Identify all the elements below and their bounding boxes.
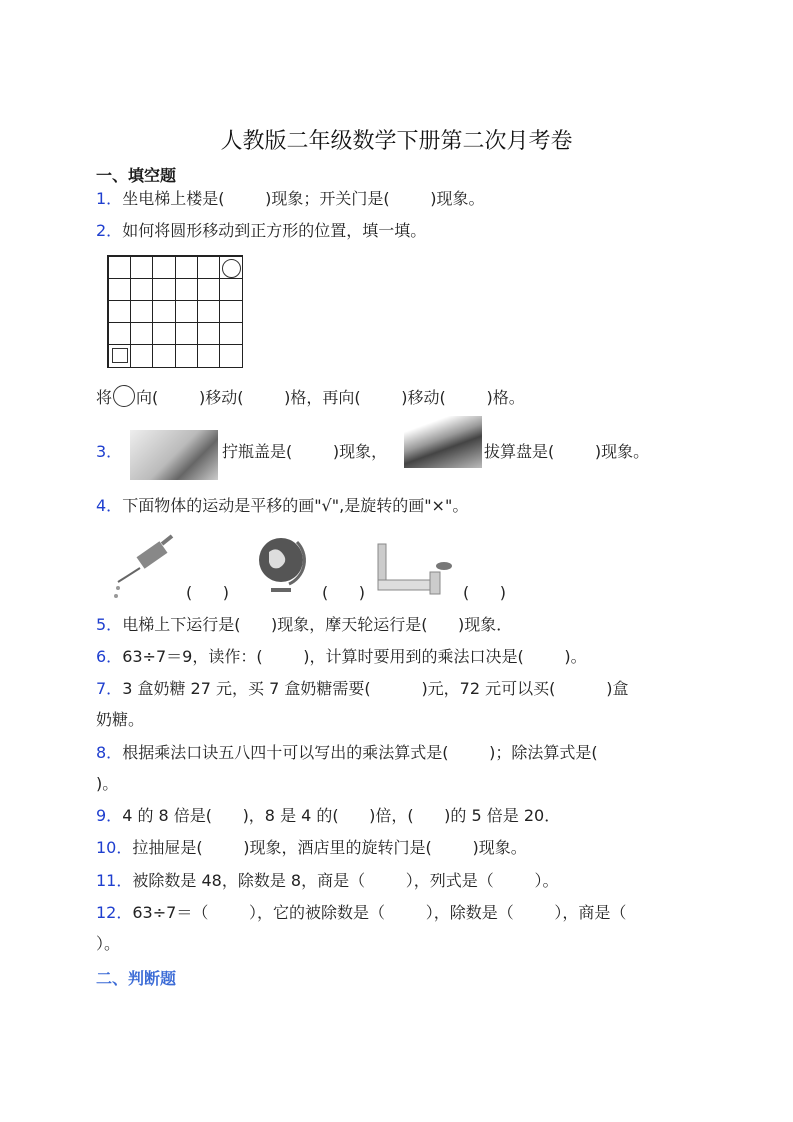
- question-text: 被除数是 48，除数是 8，商是（ ），列式是（ ）。: [132, 871, 559, 890]
- question-number: 1．: [96, 189, 123, 208]
- question-text: 63÷7＝（ ），它的被除数是（ ），除数是（ ），商是（: [132, 903, 627, 922]
- circle-icon: [222, 259, 241, 278]
- answer-blank-1[interactable]: ( ): [186, 583, 229, 602]
- question-number: 10．: [96, 838, 133, 857]
- question-12-continued: ）。: [96, 934, 121, 953]
- question-11: [96, 871, 558, 891]
- question-10: [96, 838, 527, 858]
- movement-grid: [107, 255, 243, 368]
- question-3: [96, 442, 122, 462]
- question-text: 如何将圆形移动到正方形的位置，填一填。: [122, 221, 427, 240]
- abacus-image: [404, 416, 482, 468]
- question-7: [96, 679, 628, 699]
- square-icon: [112, 348, 128, 363]
- question-text: 坐电梯上楼是( )现象；开关门是( )现象。: [122, 189, 485, 208]
- question-12: [96, 903, 626, 923]
- question-text: 根据乘法口诀五八四十可以写出的乘法算式是( )；除法算式是(: [122, 743, 598, 762]
- question-9: [96, 806, 560, 826]
- question-number: 6．: [96, 647, 123, 666]
- question-1: [96, 189, 485, 209]
- syringe-image: [110, 530, 180, 600]
- prefix-text: 将: [96, 388, 113, 407]
- bottle-cap-image: [130, 430, 218, 480]
- question-2: [96, 221, 426, 241]
- question-text: 电梯上下运行是( )现象，摩天轮运行是( )现象．: [122, 615, 513, 634]
- question-number: 5．: [96, 615, 123, 634]
- question-5: [96, 615, 512, 635]
- faucet-pipe-image: [374, 540, 454, 600]
- question-text: 4 的 8 倍是( )，8 是 4 的( )倍，( )的 5 倍是 20．: [122, 806, 561, 825]
- question-8: [96, 743, 598, 763]
- question-number: 9．: [96, 806, 123, 825]
- globe-image: [255, 530, 315, 600]
- question-text: 下面物体的运动是平移的画"√",是旋转的画"×"。: [122, 496, 469, 515]
- circle-icon: [113, 385, 135, 407]
- question-3-text-b: 拔算盘是( )现象。: [484, 442, 650, 461]
- question-6: [96, 647, 587, 667]
- question-4: [96, 496, 468, 516]
- section-true-false: 二、判断题: [96, 969, 177, 988]
- question-number: 8．: [96, 743, 123, 762]
- question-7-continued: 奶糖。: [96, 710, 145, 729]
- question-number: 7．: [96, 679, 123, 698]
- question-3-text-a: 拧瓶盖是( )现象，: [222, 442, 388, 461]
- answer-blank-2[interactable]: ( ): [322, 583, 365, 602]
- question-number: 12．: [96, 903, 133, 922]
- answer-text: 向( )移动( )格，再向( )移动( )格。: [136, 388, 525, 407]
- page-title: 人教版二年级数学下册第二次月考卷: [220, 129, 573, 154]
- question-8-continued: )。: [96, 774, 119, 793]
- section-fill-in-blank: 一、填空题: [96, 166, 177, 185]
- question-number: 3．: [96, 442, 123, 461]
- question-text: 63÷7＝9，读作：( )，计算时要用到的乘法口决是( )。: [122, 647, 587, 666]
- question-text: 拉抽屉是( )现象，酒店里的旋转门是( )现象。: [132, 838, 527, 857]
- question-number: 2．: [96, 221, 123, 240]
- question-number: 4．: [96, 496, 123, 515]
- question-2-answer-line: [96, 385, 525, 408]
- question-text: 3 盒奶糖 27 元，买 7 盒奶糖需要( )元，72 元可以买( )盒: [122, 679, 629, 698]
- answer-blank-3[interactable]: ( ): [463, 583, 506, 602]
- question-number: 11．: [96, 871, 133, 890]
